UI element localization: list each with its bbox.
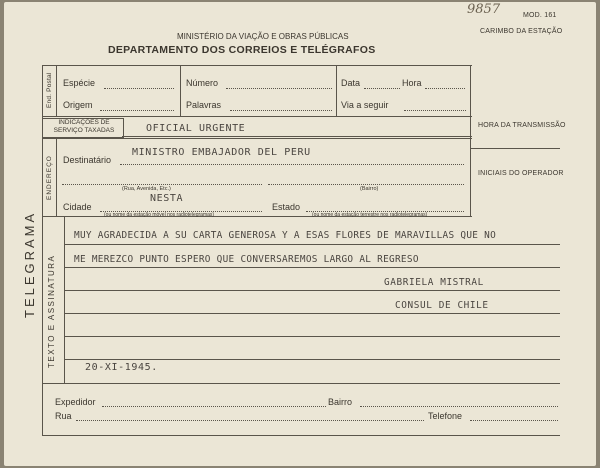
signature-name: GABRIELA MISTRAL (384, 277, 484, 288)
divider (42, 138, 472, 139)
destinatario-field[interactable] (120, 164, 464, 165)
origem-label: Origem (63, 100, 93, 110)
handwritten-number: 9857 (467, 2, 501, 17)
rule (64, 267, 560, 268)
rule (64, 336, 560, 337)
rule (64, 359, 560, 360)
divider (122, 136, 472, 137)
estado-note: (ou nome da estação terrestre nos radiotelegramas) (312, 212, 428, 218)
ministry-title: MINISTÉRIO DA VIAÇÃO E OBRAS PÚBLICAS (177, 32, 349, 41)
frame-right-line (470, 65, 471, 217)
estado-label: Estado (272, 202, 301, 212)
divider (56, 65, 57, 117)
rua-field[interactable] (62, 184, 262, 185)
hora-label: Hora (402, 78, 422, 88)
cidade-value: NESTA (150, 193, 184, 204)
bairro-field[interactable] (268, 184, 464, 185)
palavras-field[interactable] (230, 110, 332, 111)
telefone-label: Telefone (428, 411, 463, 421)
destinatario-label: Destinatário (63, 155, 112, 165)
data-field[interactable] (364, 88, 400, 89)
divider (42, 116, 472, 117)
destinatario-value: MINISTRO EMBAJADOR DEL PERU (132, 147, 311, 158)
expedidor-field[interactable] (102, 406, 326, 407)
signature-title: CONSUL DE CHILE (395, 300, 489, 311)
palavras-label: Palavras (186, 100, 222, 110)
message-line-1: MUY AGRADECIDA A SU CARTA GENEROSA Y A ESAS FLORES DE MARAVILLAS QUE NO (74, 230, 497, 241)
hora-field[interactable] (425, 88, 465, 89)
divider (336, 65, 337, 117)
texto-label: TEXTO E ASSINATURA (47, 254, 56, 368)
department-title: DEPARTAMENTO DOS CORREIOS E TELÉGRAFOS (108, 44, 376, 56)
via-field[interactable] (404, 110, 466, 111)
divider (470, 148, 560, 149)
via-label: Via a seguir (341, 100, 389, 110)
rule (64, 290, 560, 291)
cidade-label: Cidade (63, 202, 92, 212)
data-label: Data (341, 78, 361, 88)
rua-footer-field[interactable] (76, 420, 424, 421)
stamp-label: CARIMBO DA ESTAÇÃO (480, 28, 563, 35)
divider (180, 65, 181, 117)
model-number: MOD. 161 (523, 12, 557, 19)
numero-field[interactable] (226, 88, 332, 89)
message-line-2: ME MEREZCO PUNTO ESPERO QUE CONVERSAREMOS LARGO AL REGRESO (74, 254, 419, 265)
frame-top-line (42, 65, 472, 66)
indicacoes-value: OFICIAL URGENTE (146, 123, 246, 134)
side-title: TELEGRAMA (22, 210, 37, 318)
rule (64, 244, 560, 245)
rule (42, 383, 560, 384)
especie-field[interactable] (104, 88, 174, 89)
bairro-label: Bairro (328, 397, 353, 407)
especie-label: Espécie (63, 78, 96, 88)
rua-note: (Rua, Avenida, Etc.) (122, 186, 171, 192)
divider (56, 138, 57, 216)
rua-label: Rua (55, 411, 72, 421)
endereco-label: ENDEREÇO (46, 155, 53, 200)
origem-field[interactable] (100, 110, 174, 111)
bairro-footer-field[interactable] (360, 406, 558, 407)
bairro-note: (Bairro) (360, 186, 379, 192)
bottom-line (42, 435, 560, 436)
iniciais-label: INICIAIS DO OPERADOR (478, 170, 564, 177)
message-date: 20-XI-1945. (85, 362, 158, 373)
expedidor-label: Expedidor (55, 397, 96, 407)
rule (64, 313, 560, 314)
numero-label: Número (186, 78, 219, 88)
hora-transmissao-label: HORA DA TRANSMISSÃO (478, 122, 566, 129)
cidade-note: (ou nome da estação móvel nos radiotelegramas) (104, 212, 215, 218)
indicacoes-label: INDICAÇÕES DE SERVIÇO TAXADAS (53, 119, 115, 134)
telefone-field[interactable] (470, 420, 558, 421)
end-postal-label: End. Postal (46, 72, 53, 108)
